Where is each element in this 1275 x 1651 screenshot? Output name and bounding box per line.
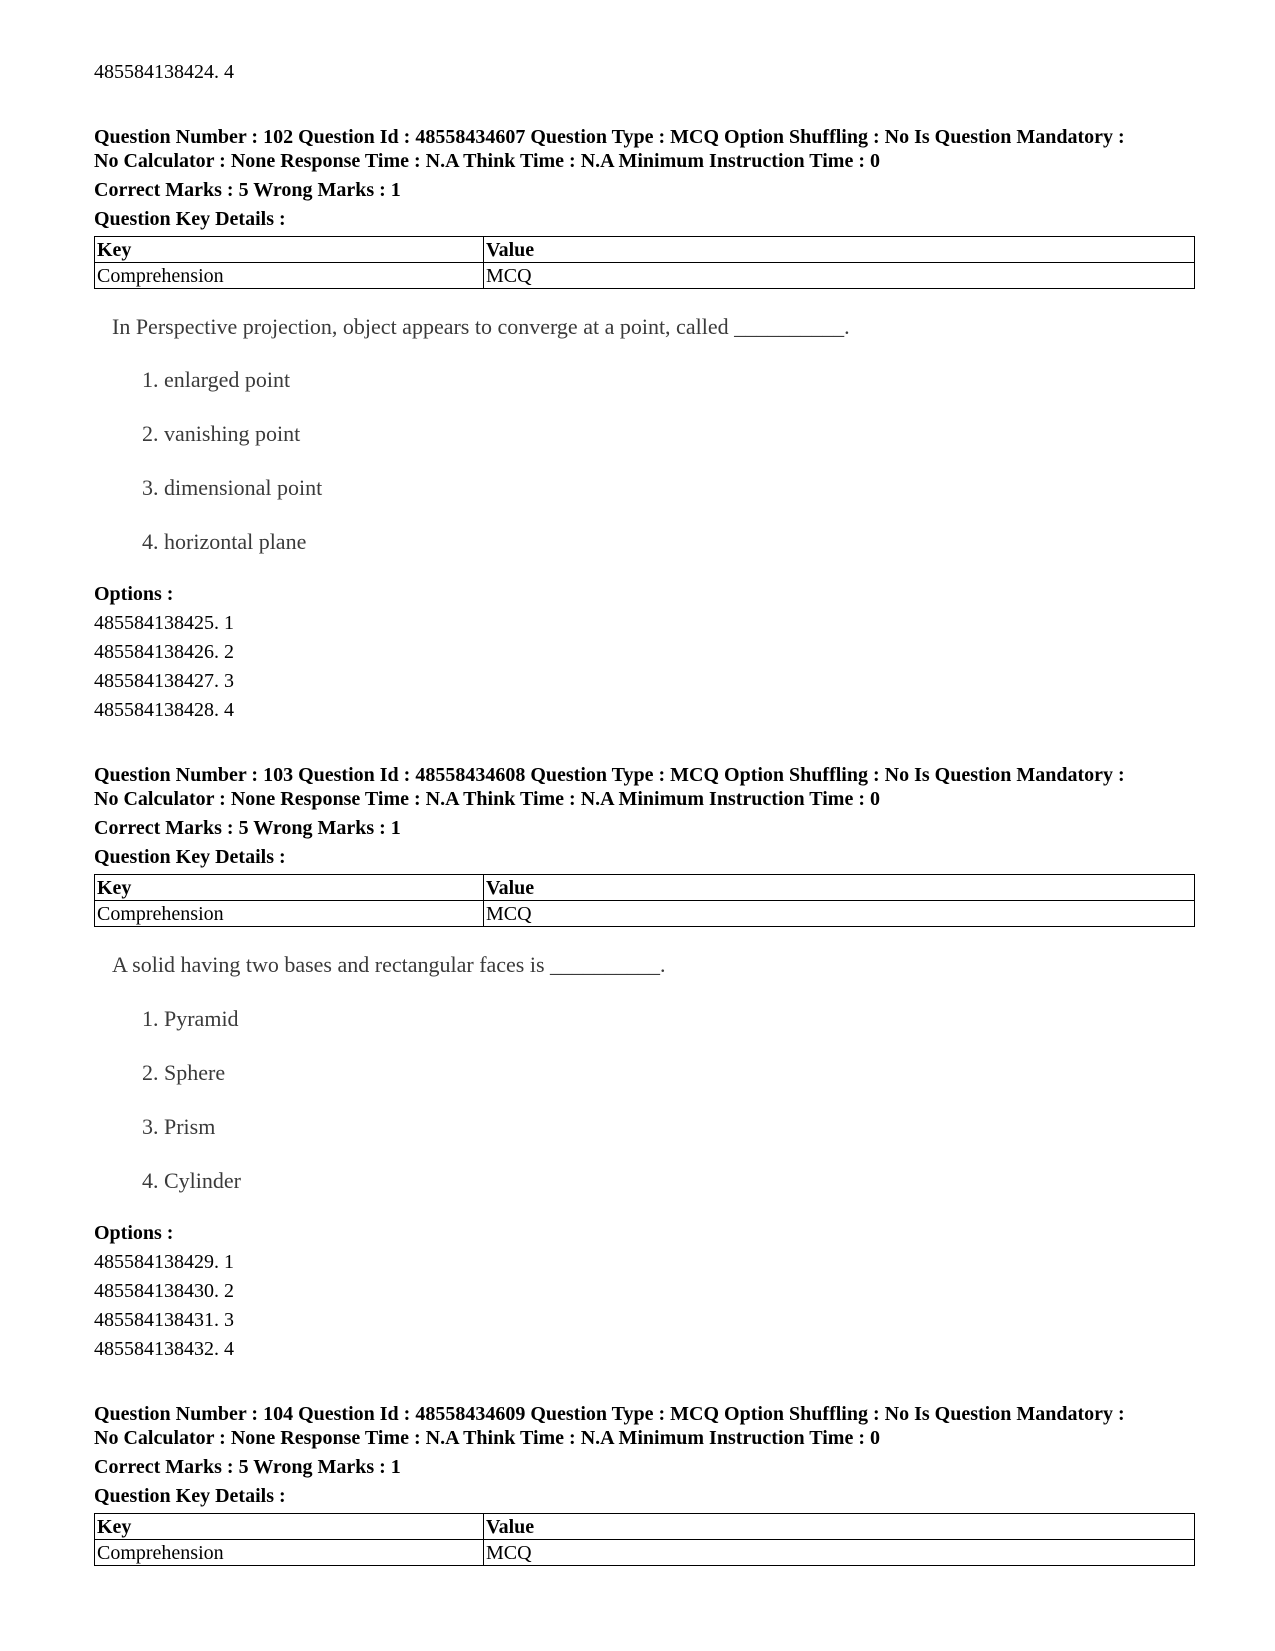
question-header [94, 763, 1125, 811]
question-image [94, 952, 1094, 978]
question-header [94, 1402, 1125, 1450]
question-header-line: Question Number : 102 Question Id : 48558434607 Question Type : MCQ Option Shuffling : No Is Question Mandatory : [94, 126, 1125, 148]
question-choice: 3. dimensional point [142, 475, 323, 500]
question-header-line: Question Number : 103 Question Id : 48558434608 Question Type : MCQ Option Shuffling : No Is Question Mandatory : [94, 764, 1125, 786]
option-line: 485584138426. 2 [94, 641, 234, 663]
key-details-label: Question Key Details : [94, 846, 286, 868]
question-header-line: No Calculator : None Response Time : N.A Think Time : N.A Minimum Instruction Time : 0 [94, 150, 880, 172]
question-choice: 1. Pyramid [142, 1006, 239, 1031]
question-image [94, 314, 1094, 340]
table-cell-value: MCQ [484, 901, 1195, 927]
option-line: 485584138427. 3 [94, 670, 234, 692]
question-header-line: No Calculator : None Response Time : N.A Think Time : N.A Minimum Instruction Time : 0 [94, 788, 880, 810]
question-stem: A solid having two bases and rectangular faces is __________. [112, 952, 666, 977]
key-details-table [94, 236, 1195, 289]
table-cell-key: Comprehension [95, 263, 484, 289]
option-line: 485584138428. 4 [94, 699, 234, 721]
key-details-table [94, 1513, 1195, 1566]
table-header-value: Value [484, 1514, 1195, 1540]
marks-line: Correct Marks : 5 Wrong Marks : 1 [94, 817, 401, 839]
question-header [94, 125, 1125, 173]
table-header-row [95, 1514, 1195, 1540]
table-header-value: Value [484, 875, 1195, 901]
option-line: 485584138431. 3 [94, 1309, 234, 1331]
marks-line: Correct Marks : 5 Wrong Marks : 1 [94, 179, 401, 201]
option-line: 485584138425. 1 [94, 612, 234, 634]
table-header-key: Key [95, 875, 484, 901]
question-header-line: No Calculator : None Response Time : N.A Think Time : N.A Minimum Instruction Time : 0 [94, 1427, 880, 1449]
option-line: 485584138430. 2 [94, 1280, 234, 1302]
table-cell-key: Comprehension [95, 1540, 484, 1566]
question-choice: 3. Prism [142, 1114, 216, 1139]
question-choice: 2. Sphere [142, 1060, 226, 1085]
options-label: Options : [94, 583, 174, 605]
options-label: Options : [94, 1222, 174, 1244]
marks-line: Correct Marks : 5 Wrong Marks : 1 [94, 1456, 401, 1478]
table-header-key: Key [95, 237, 484, 263]
key-details-label: Question Key Details : [94, 1485, 286, 1507]
table-row [95, 1540, 1195, 1566]
table-header-row [95, 237, 1195, 263]
table-header-key: Key [95, 1514, 484, 1540]
question-header-line: Question Number : 104 Question Id : 48558434609 Question Type : MCQ Option Shuffling : No Is Question Mandatory : [94, 1403, 1125, 1425]
table-cell-value: MCQ [484, 1540, 1195, 1566]
table-header-value: Value [484, 237, 1195, 263]
option-line: 485584138424. 4 [94, 61, 234, 83]
question-choice: 4. Cylinder [142, 1168, 241, 1193]
question-choice: 2. vanishing point [142, 421, 301, 446]
table-row [95, 263, 1195, 289]
table-cell-value: MCQ [484, 263, 1195, 289]
option-line: 485584138429. 1 [94, 1251, 234, 1273]
question-choice: 1. enlarged point [142, 367, 291, 392]
option-line: 485584138432. 4 [94, 1338, 234, 1360]
table-header-row [95, 875, 1195, 901]
table-row [95, 901, 1195, 927]
question-choice: 4. horizontal plane [142, 529, 307, 554]
table-cell-key: Comprehension [95, 901, 484, 927]
key-details-table [94, 874, 1195, 927]
key-details-label: Question Key Details : [94, 208, 286, 230]
question-stem: In Perspective projection, object appears to converge at a point, called __________. [112, 314, 850, 339]
